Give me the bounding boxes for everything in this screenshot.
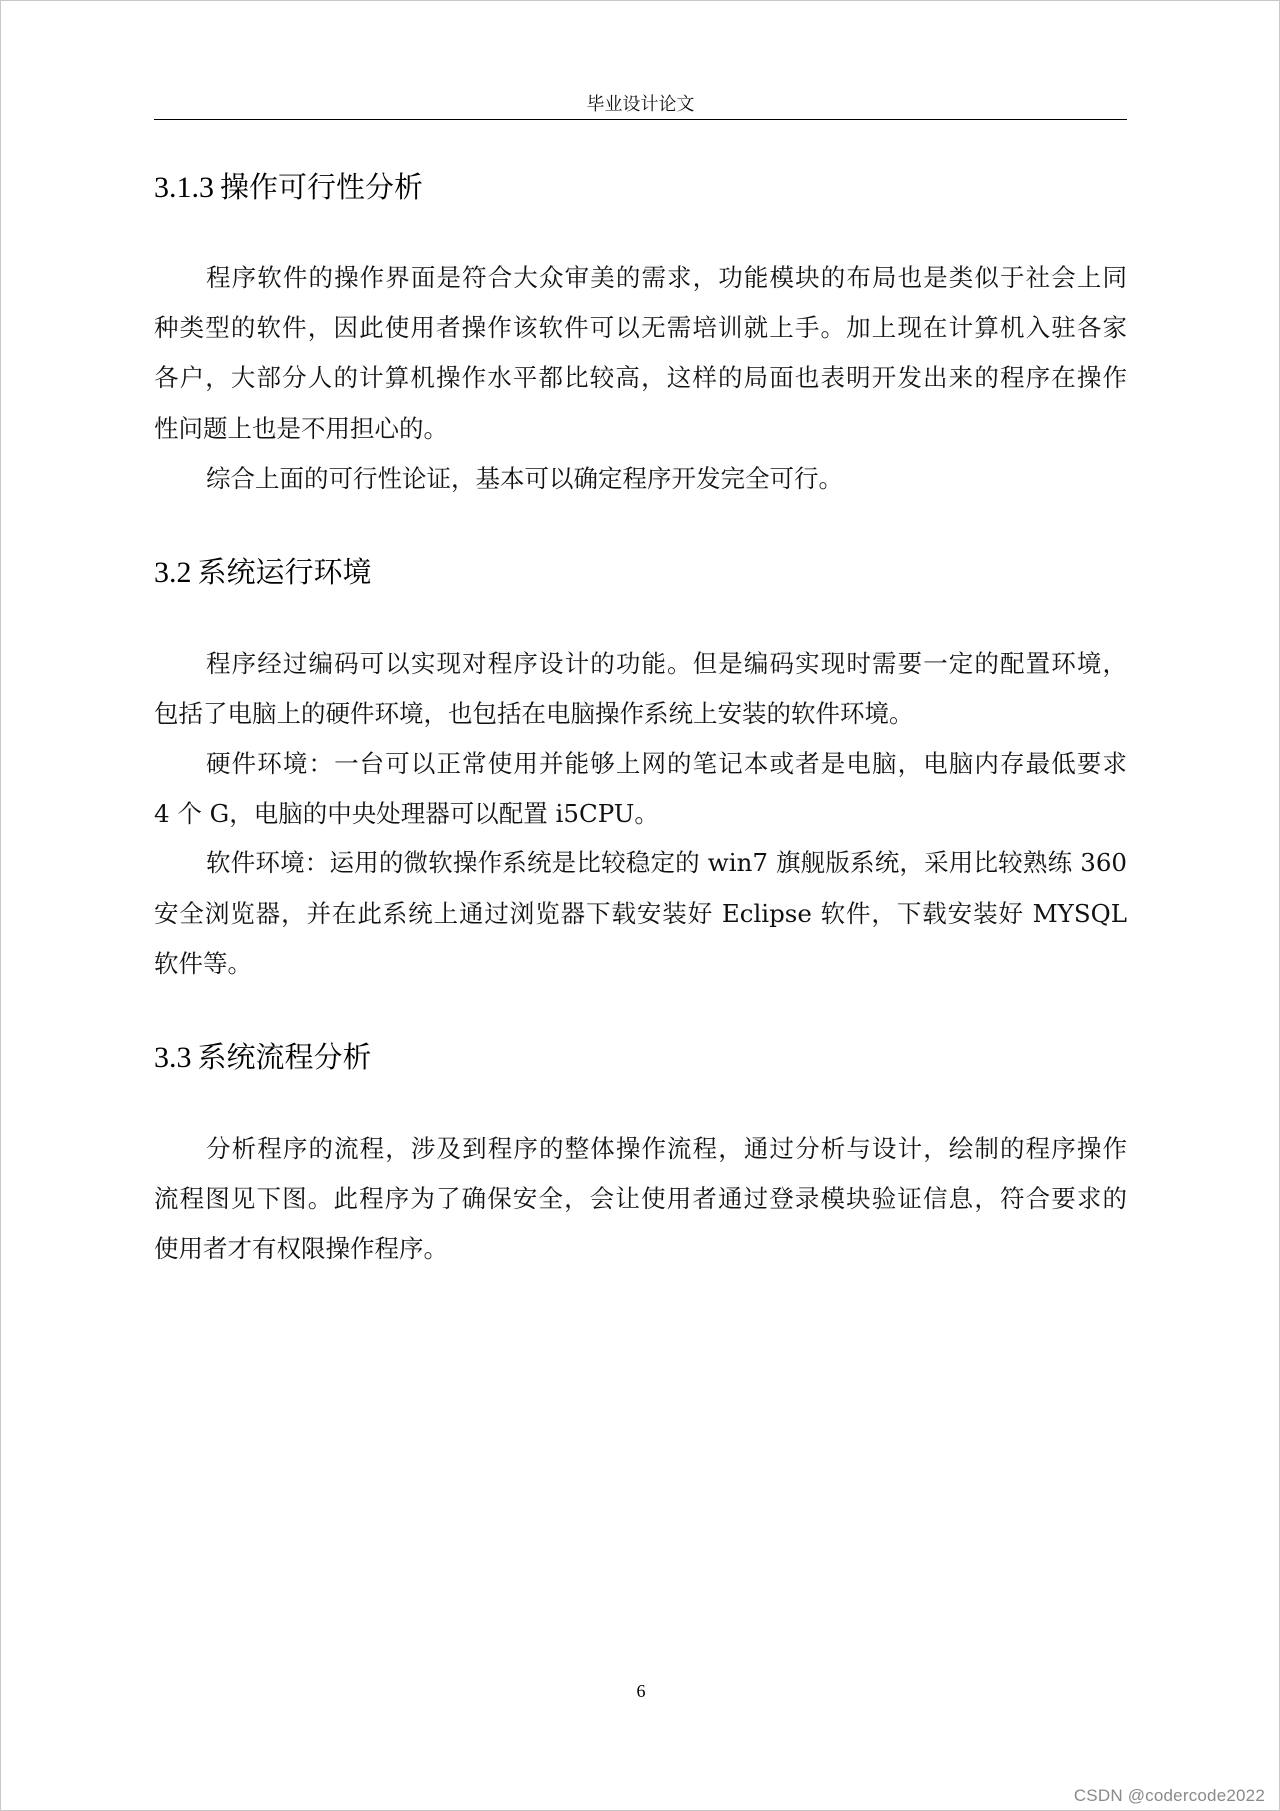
paragraph-line: 4 个 G，电脑的中央处理器可以配置 i5CPU。 bbox=[154, 799, 659, 828]
page-number: 6 bbox=[636, 1681, 646, 1701]
paragraph-line: 包括了电脑上的硬件环境，也包括在电脑操作系统上安装的软件环境。 bbox=[154, 699, 914, 728]
paragraph-line: 种类型的软件，因此使用者操作该软件可以无需培训就上手。加上现在计算机入驻各家 bbox=[154, 313, 1127, 342]
paragraph-line: 综合上面的可行性论证，基本可以确定程序开发完全可行。 bbox=[206, 464, 843, 493]
section-heading-3-3 bbox=[154, 1037, 372, 1077]
paragraph-line: 性问题上也是不用担心的。 bbox=[154, 414, 448, 443]
paragraph-line: 软件等。 bbox=[154, 949, 252, 978]
paragraph-line: 软件环境：运用的微软操作系统是比较稳定的 win7 旗舰版系统，采用比较熟练 360 bbox=[206, 848, 1127, 877]
section-title: 操作可行性分析 bbox=[220, 170, 424, 204]
section-heading-3-2 bbox=[154, 552, 372, 592]
section-number: 3.3 bbox=[154, 1041, 192, 1074]
paragraph-line: 使用者才有权限操作程序。 bbox=[154, 1234, 448, 1263]
watermark: CSDN @codercode2022 bbox=[1073, 1786, 1265, 1805]
section-heading-3-1-3 bbox=[154, 167, 423, 207]
section-number: 3.1.3 bbox=[154, 171, 214, 204]
running-header: 毕业设计论文 bbox=[586, 94, 695, 115]
section-number: 3.2 bbox=[154, 556, 192, 589]
section-title: 系统运行环境 bbox=[197, 555, 372, 589]
paragraph-line: 硬件环境：一台可以正常使用并能够上网的笔记本或者是电脑，电脑内存最低要求 bbox=[206, 749, 1127, 778]
section-title: 系统流程分析 bbox=[197, 1040, 372, 1074]
paragraph-line: 安全浏览器，并在此系统上通过浏览器下载安装好 Eclipse 软件，下载安装好 MYSQL bbox=[154, 899, 1127, 928]
paragraph-line: 程序软件的操作界面是符合大众审美的需求，功能模块的布局也是类似于社会上同 bbox=[206, 263, 1127, 292]
paragraph-line: 流程图见下图。此程序为了确保安全，会让使用者通过登录模块验证信息，符合要求的 bbox=[154, 1184, 1127, 1213]
header-rule bbox=[154, 119, 1127, 120]
paragraph-line: 程序经过编码可以实现对程序设计的功能。但是编码实现时需要一定的配置环境， bbox=[206, 649, 1127, 678]
paragraph-line: 各户，大部分人的计算机操作水平都比较高，这样的局面也表明开发出来的程序在操作 bbox=[154, 363, 1127, 392]
paragraph-line: 分析程序的流程，涉及到程序的整体操作流程，通过分析与设计，绘制的程序操作 bbox=[206, 1134, 1127, 1163]
